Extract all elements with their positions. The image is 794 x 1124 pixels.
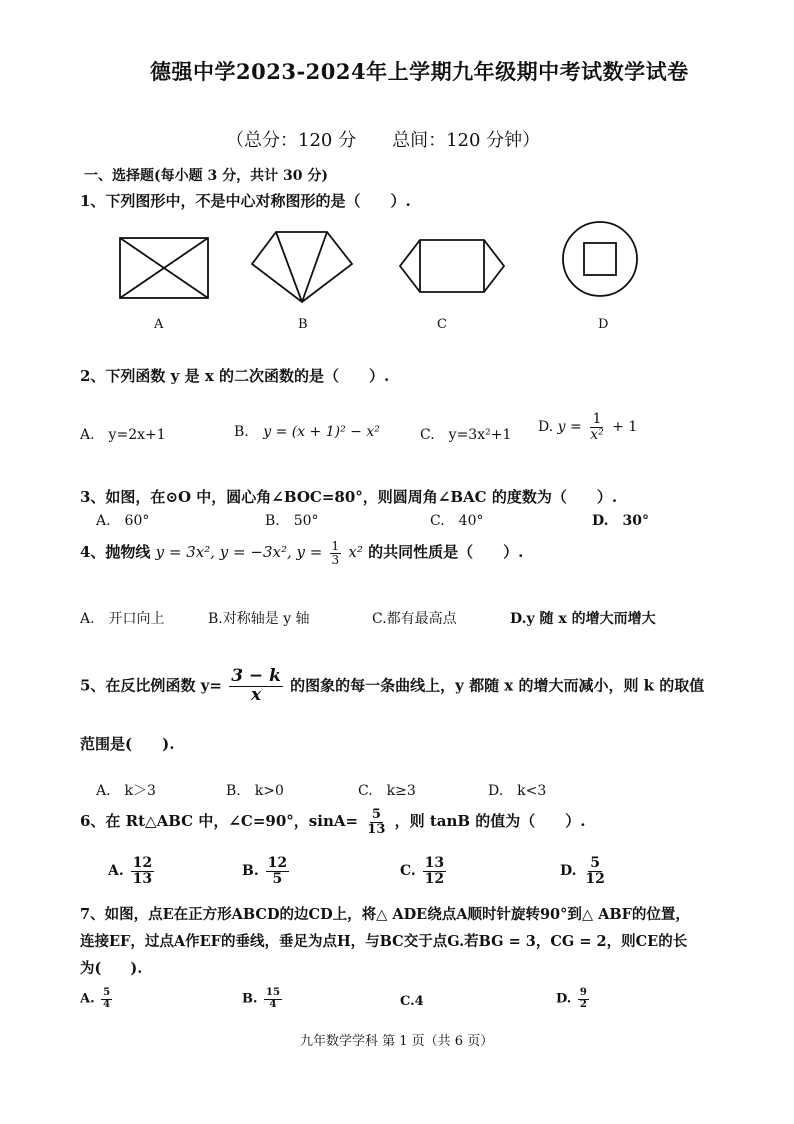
figure-c-hexagon-shape [400,240,504,292]
question-7-option-d [556,988,591,1010]
exam-title: 德强中学2023-2024年上学期九年级期中考试数学试卷 [150,59,689,84]
figure-a-rectangle-diagonals [120,238,208,298]
question-3-option-d: D. 30° [592,513,649,529]
option-label: A. [80,991,95,1007]
option-label: B. [242,863,259,880]
option-d-tail: + 1 [612,419,638,436]
option-fraction [423,856,446,886]
question-5-stem-line2: 范围是( ). [80,735,175,753]
question-1-figures [0,0,794,340]
question-4-prefix: 4、抛物线 [80,543,151,562]
question-6-stem [80,808,586,836]
option-d-lhs: y = [557,419,582,436]
question-6-prefix: 6、在 Rt△ABC 中，∠C=90°，sinA= [80,812,359,831]
question-5-fraction [229,668,283,705]
fraction-denominator: 4 [103,998,111,1010]
fraction-numerator: 5 [103,987,111,998]
question-3-option-b: B. 50° [265,513,319,529]
question-4-option-b: B.对称轴是 y 轴 [208,611,310,627]
option-fraction [578,988,589,1010]
fraction-denominator: 4 [269,998,277,1010]
figure-d-circle-square [563,222,637,296]
page-footer: 九年数学学科 第 1 页（共 6 页） [300,1034,494,1049]
question-7-line1: 7、如图，点E在正方形ABCD的边CD上，将△ ADE绕点A顺时针旋转90°到△ ABF的位置， [80,906,690,923]
fraction-denominator: 13 [132,870,153,887]
question-1-stem: 1、下列图形中，不是中心对称图形的是（ ）. [80,192,411,210]
option-fraction [264,988,282,1010]
exam-subtitle: （总分：120 分 总间：120 分钟） [226,130,541,151]
question-7-option-b [242,988,284,1010]
figure-label-a: A [154,317,164,332]
fraction-denominator: 12 [585,870,605,887]
question-5-stem [80,668,704,705]
question-7-line2: 连接EF，过点A作EF的垂线，垂足为点H，与BC交于点G.若BG = 3，CG = 2，则CE的长 [80,933,688,950]
figure-label-b: B [298,317,308,332]
question-4-suffix: 的共同性质是（ ）. [368,543,524,562]
question-4-fraction [330,540,342,566]
question-4-expr2: x² [348,543,363,562]
question-5-option-b: B. k>0 [226,783,284,799]
question-3-stem: 3、如图，在⊙O 中，圆心角∠BOC=80°，则圆周角∠BAC 的度数为（ ）. [80,488,618,506]
fraction-numerator: 15 [266,987,280,998]
option-label: A. [108,863,124,880]
question-7-option-c: C.4 [400,994,424,1009]
fraction-numerator: 1 [592,411,602,427]
option-b-expression: y = (x + 1)² − x² [263,424,380,440]
question-6-option-a [108,856,156,886]
option-fraction [266,856,289,886]
question-3-option-a: A. 60° [96,513,150,529]
question-4-option-a: A. 开口向上 [80,611,165,627]
fraction-denominator: x² [590,426,604,443]
option-fraction [583,856,606,886]
question-5-suffix: 的图象的每一条曲线上，y 都随 x 的增大而减小，则 k 的取值 [290,676,705,695]
fraction-numerator: 9 [579,987,587,998]
question-6-option-b [242,856,291,886]
fraction-numerator: 1 [331,539,340,553]
fraction-numerator: 5 [371,807,381,822]
fraction-numerator: 5 [590,855,600,871]
option-label: C. [400,863,416,880]
figure-b-fan-shape [252,232,352,302]
question-5-option-d: D. k<3 [488,783,547,799]
question-5-option-c: C. k≥3 [358,783,416,799]
question-7-line3: 为( ). [80,960,143,977]
question-4-option-d: D.y 随 x 的增大而增大 [510,611,656,627]
question-2-option-d [538,412,637,442]
fraction-numerator: 3 − k [231,666,281,686]
option-label: D. [560,863,577,880]
question-5-prefix: 5、在反比例函数 y= [80,676,222,695]
question-5-option-a: A. k＞3 [96,783,156,799]
question-4-expr1: y = 3x², y = −3x², y = [155,543,323,562]
option-d-label: D. [538,419,554,436]
section-heading: 一、选择题(每小题 3 分，共计 30 分) [84,168,328,184]
question-6-option-c [400,856,448,886]
option-label: D. [556,991,572,1007]
question-2-stem: 2、下列函数 y 是 x 的二次函数的是（ ）. [80,367,390,385]
fraction-denominator: 3 [331,552,340,567]
fraction-numerator: 12 [132,855,153,871]
fraction-denominator: x [250,684,262,705]
question-6-suffix: ，则 tanB 的值为（ ）. [394,812,586,831]
question-4-stem [80,540,523,566]
figure-label-d: D [598,317,609,332]
fraction-denominator: 12 [424,870,445,887]
figure-label-c: C [437,317,447,332]
question-2-option-c: C. y=3x²+1 [420,427,512,443]
question-2-option-a: A. y=2x+1 [80,427,166,443]
fraction-numerator: 13 [424,855,445,871]
option-b-label: B. [234,424,249,440]
question-2-option-b [234,424,380,440]
option-label: B. [242,991,258,1007]
question-3-option-c: C. 40° [430,513,484,529]
fraction-denominator: 5 [272,870,283,887]
fraction-denominator: 2 [579,998,587,1010]
option-fraction [131,856,154,886]
question-7-option-a [80,988,114,1010]
question-4-option-c: C.都有最高点 [372,611,457,627]
fraction-denominator: 13 [367,821,386,837]
option-d-fraction [588,412,606,442]
question-6-option-d [560,856,609,886]
option-fraction [101,988,112,1010]
question-6-fraction [365,808,387,836]
fraction-numerator: 12 [267,855,288,871]
